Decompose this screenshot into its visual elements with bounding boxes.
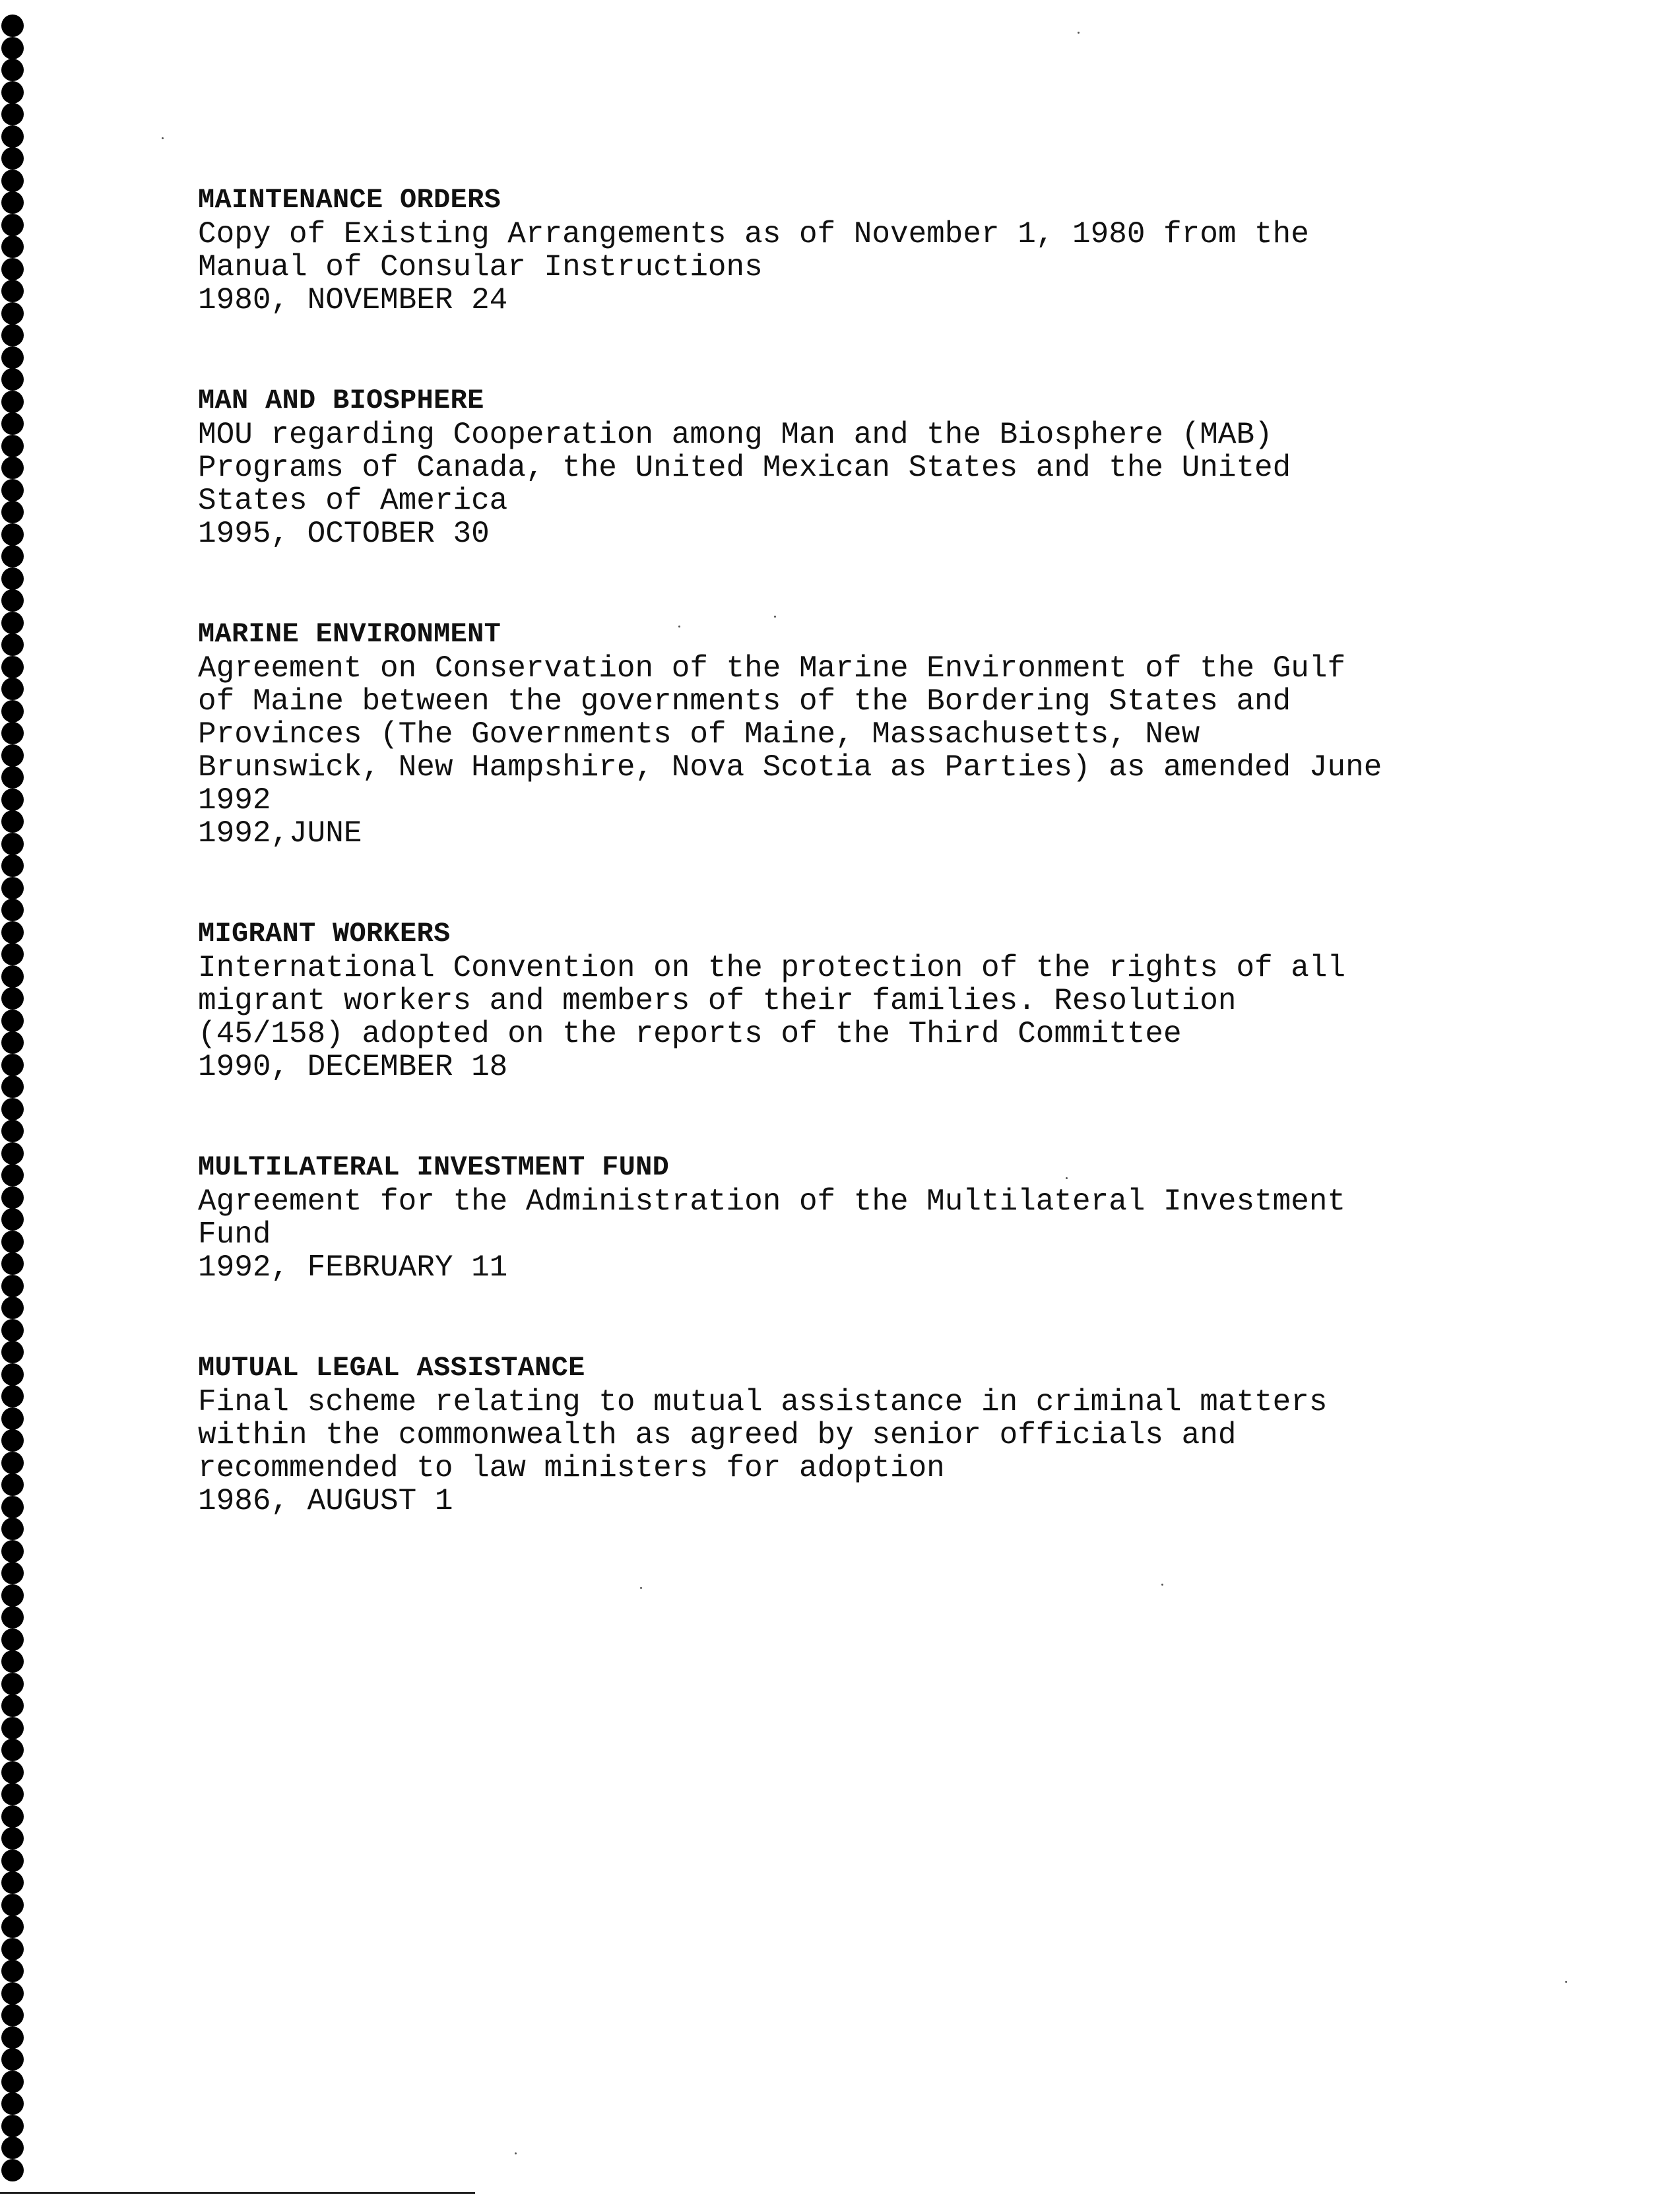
binding-hole: [1, 678, 24, 700]
list-item: [198, 384, 1650, 550]
entry-description: Copy of Existing Arrangements as of November 1, 1980 from the Manual of Consular Instructions: [198, 217, 1309, 284]
entry-date: 1990, DECEMBER 18: [198, 1050, 508, 1084]
binding-hole: [1, 567, 24, 590]
entry-date: 1995, OCTOBER 30: [198, 517, 490, 551]
binding-hole: [1, 1231, 24, 1253]
document-body: [198, 183, 1650, 1585]
binding-hole: [1, 1827, 24, 1850]
binding-hole: [1, 1717, 24, 1739]
binding-hole: [1, 479, 24, 501]
binding-hole: [1, 523, 24, 546]
entry-date: 1986, AUGUST 1: [198, 1484, 453, 1518]
binding-hole: [1, 1783, 24, 1805]
binding-hole: [1, 1407, 24, 1430]
binding-hole: [1, 1518, 24, 1540]
list-item: [198, 917, 1650, 1083]
binding-hole: [1, 302, 24, 325]
binding-hole: [1, 170, 24, 192]
binding-hole: [1, 1275, 24, 1297]
binding-hole: [1, 1562, 24, 1584]
scan-speck: [774, 616, 776, 618]
scan-speck: [640, 1587, 642, 1589]
binding-hole: [1, 877, 24, 899]
entry-date: 1980, NOVEMBER 24: [198, 283, 508, 317]
binding-hole: [1, 346, 24, 369]
binding-hole: [1, 2048, 24, 2071]
binding-hole: [1, 391, 24, 413]
binding-hole: [1, 1164, 24, 1186]
binding-hole: [1, 899, 24, 921]
list-item: [198, 1151, 1650, 1284]
binding-hole: [1, 722, 24, 744]
binding-hole: [1, 1076, 24, 1098]
binding-hole: [1, 987, 24, 1010]
binding-hole: [1, 1363, 24, 1386]
binding-hole: [1, 1208, 24, 1231]
binding-hole: [1, 943, 24, 965]
binding-hole: [1, 1982, 24, 2005]
binding-hole: [1, 656, 24, 678]
entry-description: Final scheme relating to mutual assistance in criminal matters within the commonwealth as agreed by senior officials and recommended to law ministers for adoption: [198, 1385, 1328, 1485]
binding-hole: [1, 1473, 24, 1496]
binding-hole: [1, 1805, 24, 1828]
binding-hole: [1, 125, 24, 148]
binding-holes: [0, 15, 24, 2192]
binding-hole: [1, 1871, 24, 1894]
scan-speck: [1078, 32, 1080, 34]
binding-hole: [1, 965, 24, 988]
entry-title: MAN AND BIOSPHERE: [198, 385, 484, 416]
binding-hole: [1, 214, 24, 236]
binding-hole: [1, 589, 24, 612]
binding-hole: [1, 1341, 24, 1363]
binding-hole: [1, 1031, 24, 1054]
binding-hole: [1, 744, 24, 767]
list-item: [198, 1351, 1650, 1518]
binding-hole: [1, 2092, 24, 2115]
binding-hole: [1, 81, 24, 104]
binding-hole: [1, 700, 24, 723]
binding-hole: [1, 1650, 24, 1673]
binding-hole: [1, 412, 24, 435]
binding-hole: [1, 1850, 24, 1872]
binding-hole: [1, 1584, 24, 1607]
binding-hole: [1, 435, 24, 457]
binding-hole: [1, 1938, 24, 1960]
binding-hole: [1, 37, 24, 59]
binding-hole: [1, 324, 24, 346]
binding-hole: [1, 501, 24, 523]
list-item: [198, 618, 1650, 850]
scan-speck: [678, 626, 680, 628]
binding-hole: [1, 1629, 24, 1651]
binding-hole: [1, 1120, 24, 1142]
binding-hole: [1, 1098, 24, 1120]
binding-hole: [1, 147, 24, 170]
binding-hole: [1, 545, 24, 567]
binding-hole: [1, 236, 24, 258]
binding-hole: [1, 103, 24, 125]
binding-hole: [1, 1186, 24, 1209]
entry-title: MULTILATERAL INVESTMENT FUND: [198, 1151, 670, 1183]
binding-hole: [1, 612, 24, 634]
binding-hole: [1, 1297, 24, 1319]
binding-hole: [1, 280, 24, 302]
binding-hole: [1, 766, 24, 789]
entry-date: 1992,JUNE: [198, 816, 362, 851]
binding-hole: [1, 15, 24, 37]
binding-hole: [1, 1429, 24, 1452]
binding-hole: [1, 1761, 24, 1784]
entry-title: MIGRANT WORKERS: [198, 918, 451, 950]
scan-speck: [1565, 1981, 1567, 1983]
binding-hole: [1, 2026, 24, 2049]
binding-hole: [1, 2071, 24, 2093]
entry-description: International Convention on the protection of the rights of all migrant workers and members of their families. Resolution (45/158) adopted on the reports of the Third Committee: [198, 951, 1346, 1051]
binding-hole: [1, 833, 24, 855]
binding-hole: [1, 2115, 24, 2137]
list-item: [198, 183, 1650, 317]
entry-description: MOU regarding Cooperation among Man and the Biosphere (MAB) Programs of Canada, the United Mexican States and the United States of America: [198, 418, 1291, 518]
entry-description: Agreement for the Administration of the Multilateral Investment Fund: [198, 1184, 1346, 1252]
binding-hole: [1, 1916, 24, 1938]
scan-speck: [515, 2152, 517, 2154]
binding-hole: [1, 258, 24, 280]
binding-hole: [1, 633, 24, 656]
binding-hole: [1, 1496, 24, 1518]
binding-hole: [1, 855, 24, 877]
scan-speck: [1066, 1177, 1068, 1179]
binding-hole: [1, 1694, 24, 1717]
binding-hole: [1, 368, 24, 391]
binding-hole: [1, 1960, 24, 1982]
binding-hole: [1, 1319, 24, 1341]
binding-hole: [1, 810, 24, 833]
entry-title: MAINTENANCE ORDERS: [198, 184, 501, 216]
binding-hole: [1, 1739, 24, 1761]
entry-date: 1992, FEBRUARY 11: [198, 1250, 508, 1285]
binding-hole: [1, 789, 24, 811]
binding-hole: [1, 1452, 24, 1474]
binding-hole: [1, 1054, 24, 1076]
binding-hole: [1, 2159, 24, 2181]
binding-hole: [1, 457, 24, 479]
binding-hole: [1, 2004, 24, 2026]
binding-hole: [1, 1894, 24, 1916]
entry-title: MUTUAL LEGAL ASSISTANCE: [198, 1352, 585, 1384]
scan-speck: [1161, 1584, 1163, 1586]
binding-hole: [1, 1673, 24, 1695]
binding-hole: [1, 1540, 24, 1563]
binding-hole: [1, 1252, 24, 1275]
binding-hole: [1, 59, 24, 81]
scan-speck: [162, 137, 164, 139]
entry-title: MARINE ENVIRONMENT: [198, 618, 501, 650]
binding-hole: [1, 191, 24, 214]
binding-hole: [1, 1606, 24, 1629]
binding-hole: [1, 1385, 24, 1407]
binding-hole: [1, 921, 24, 944]
binding-hole: [1, 1142, 24, 1165]
binding-hole: [1, 1010, 24, 1032]
binding-hole: [1, 2137, 24, 2159]
entry-description: Agreement on Conservation of the Marine Environment of the Gulf of Maine between the governments of the Bordering States and Provinces (The Governments of Maine, Massachusetts, New Brunswick, New Hampshire, Nova Scotia as Parties) as amended June 1992: [198, 651, 1382, 818]
